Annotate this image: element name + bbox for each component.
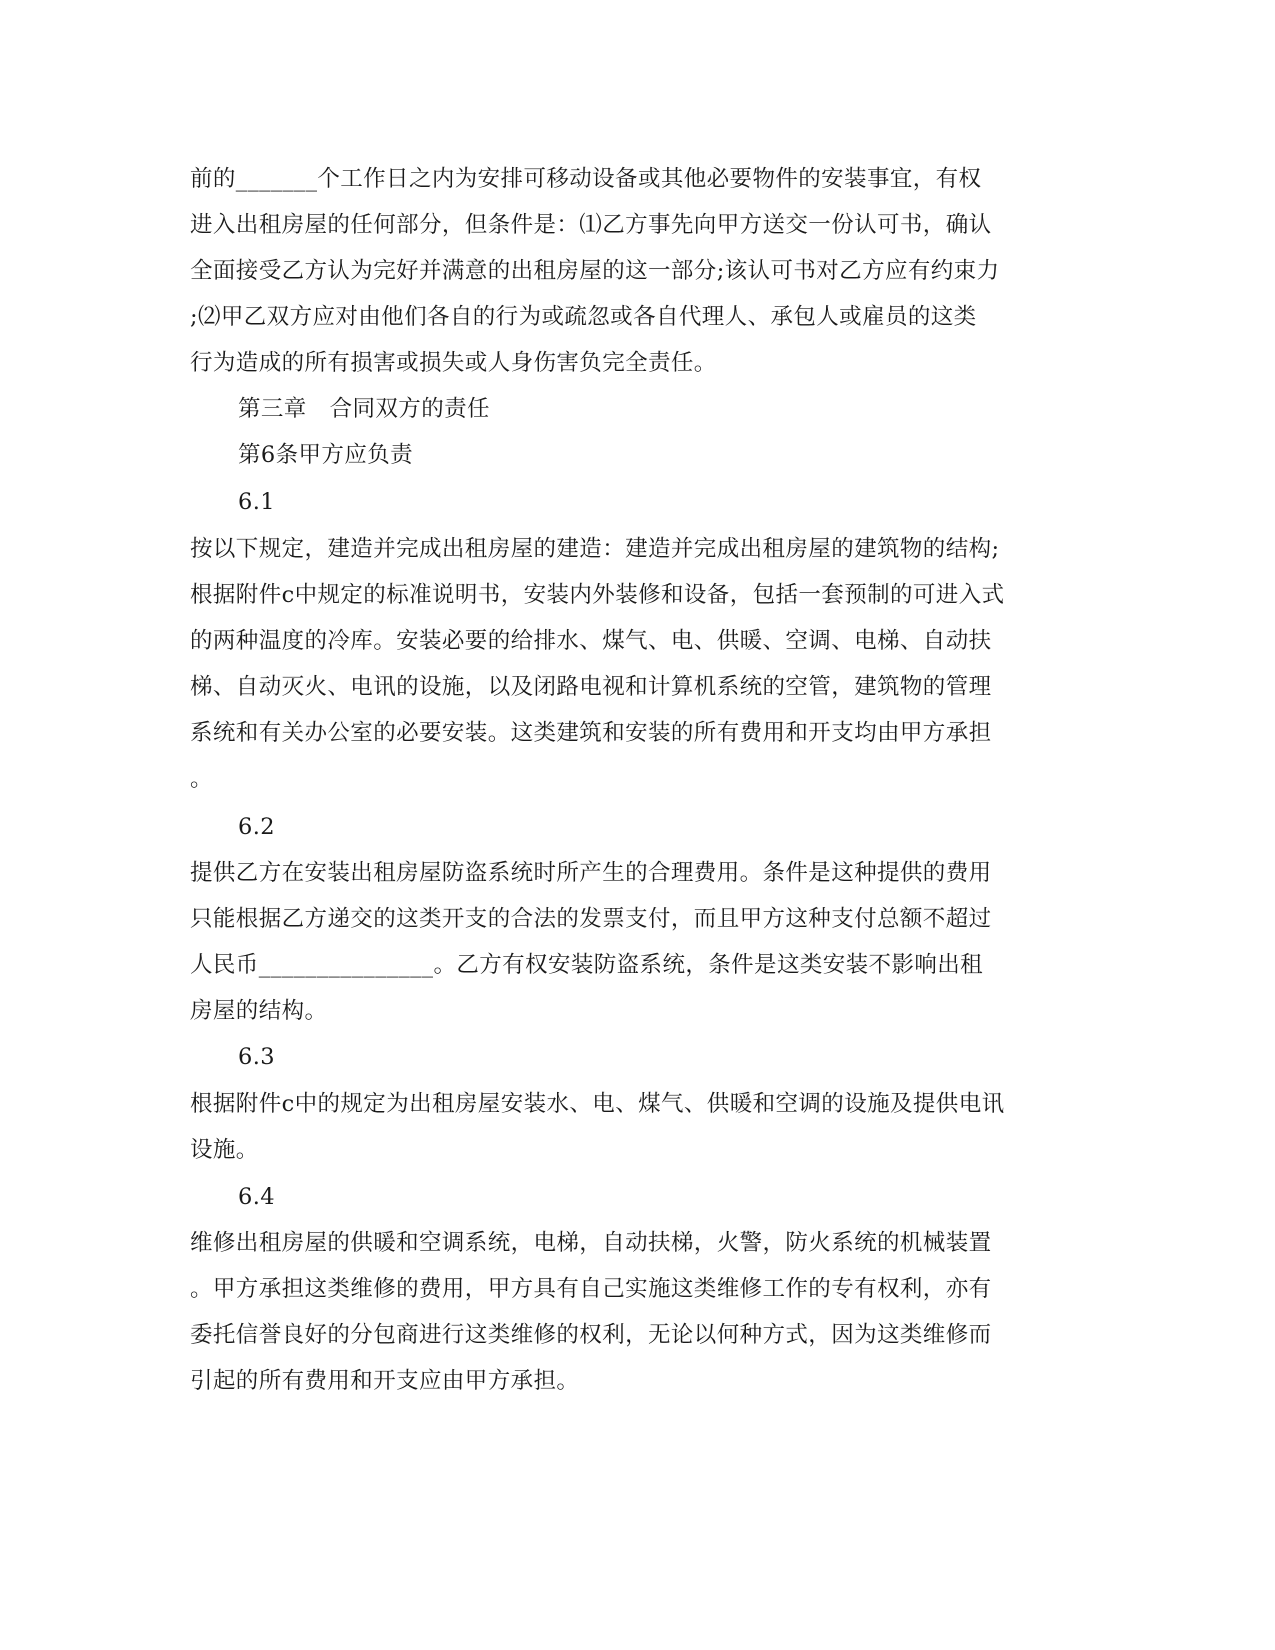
- text-line: 。甲方承担这类维修的费用，甲方具有自己实施这类维修工作的专有权利，亦有: [190, 1276, 992, 1302]
- article-heading: 第6条甲方应负责: [238, 442, 414, 468]
- clause-number: 6.3: [238, 1044, 275, 1070]
- clause-number: 6.4: [238, 1184, 275, 1210]
- text-line: 人民币_______________。乙方有权安装防盗系统，条件是这类安装不影响出租: [190, 952, 984, 978]
- text-line: 的两种温度的冷库。安装必要的给排水、煤气、电、供暖、空调、电梯、自动扶: [190, 628, 992, 654]
- text-line: 维修出租房屋的供暖和空调系统，电梯，自动扶梯，火警，防火系统的机械装置: [190, 1230, 992, 1256]
- text-line: 进入出租房屋的任何部分，但条件是：⑴乙方事先向甲方送交一份认可书，确认: [190, 212, 992, 238]
- text-line: 按以下规定，建造并完成出租房屋的建造：建造并完成出租房屋的建筑物的结构;: [190, 536, 1000, 562]
- text-line: 引起的所有费用和开支应由甲方承担。: [190, 1368, 580, 1394]
- text-line: 系统和有关办公室的必要安装。这类建筑和安装的所有费用和开支均由甲方承担: [190, 720, 992, 746]
- text-line: 房屋的结构。: [190, 998, 328, 1024]
- clause-number: 6.2: [238, 814, 275, 840]
- text-line: 梯、自动灭火、电讯的设施，以及闭路电视和计算机系统的空管，建筑物的管理: [190, 674, 992, 700]
- text-line: 设施。: [190, 1137, 259, 1163]
- text-line: 委托信誉良好的分包商进行这类维修的权利，无论以何种方式，因为这类维修而: [190, 1322, 992, 1348]
- chapter-heading: 第三章 合同双方的责任: [238, 396, 490, 422]
- text-line: 全面接受乙方认为完好并满意的出租房屋的这一部分;该认可书对乙方应有约束力: [190, 258, 1000, 284]
- text-line: 行为造成的所有损害或损失或人身伤害负完全责任。: [190, 350, 717, 376]
- text-line: 提供乙方在安装出租房屋防盗系统时所产生的合理费用。条件是这种提供的费用: [190, 860, 992, 886]
- text-line: 前的_______个工作日之内为安排可移动设备或其他必要物件的安装事宜，有权: [190, 166, 982, 192]
- text-line: ;⑵甲乙双方应对由他们各自的行为或疏忽或各自代理人、承包人或雇员的这类: [190, 304, 977, 330]
- text-line: 只能根据乙方递交的这类开支的合法的发票支付，而且甲方这种支付总额不超过: [190, 906, 992, 932]
- text-line: 。: [190, 766, 213, 792]
- text-line: 根据附件c中的规定为出租房屋安装水、电、煤气、供暖和空调的设施及提供电讯: [190, 1091, 1005, 1117]
- clause-number: 6.1: [238, 489, 275, 515]
- text-line: 根据附件c中规定的标准说明书，安装内外装修和设备，包括一套预制的可进入式: [190, 582, 1005, 608]
